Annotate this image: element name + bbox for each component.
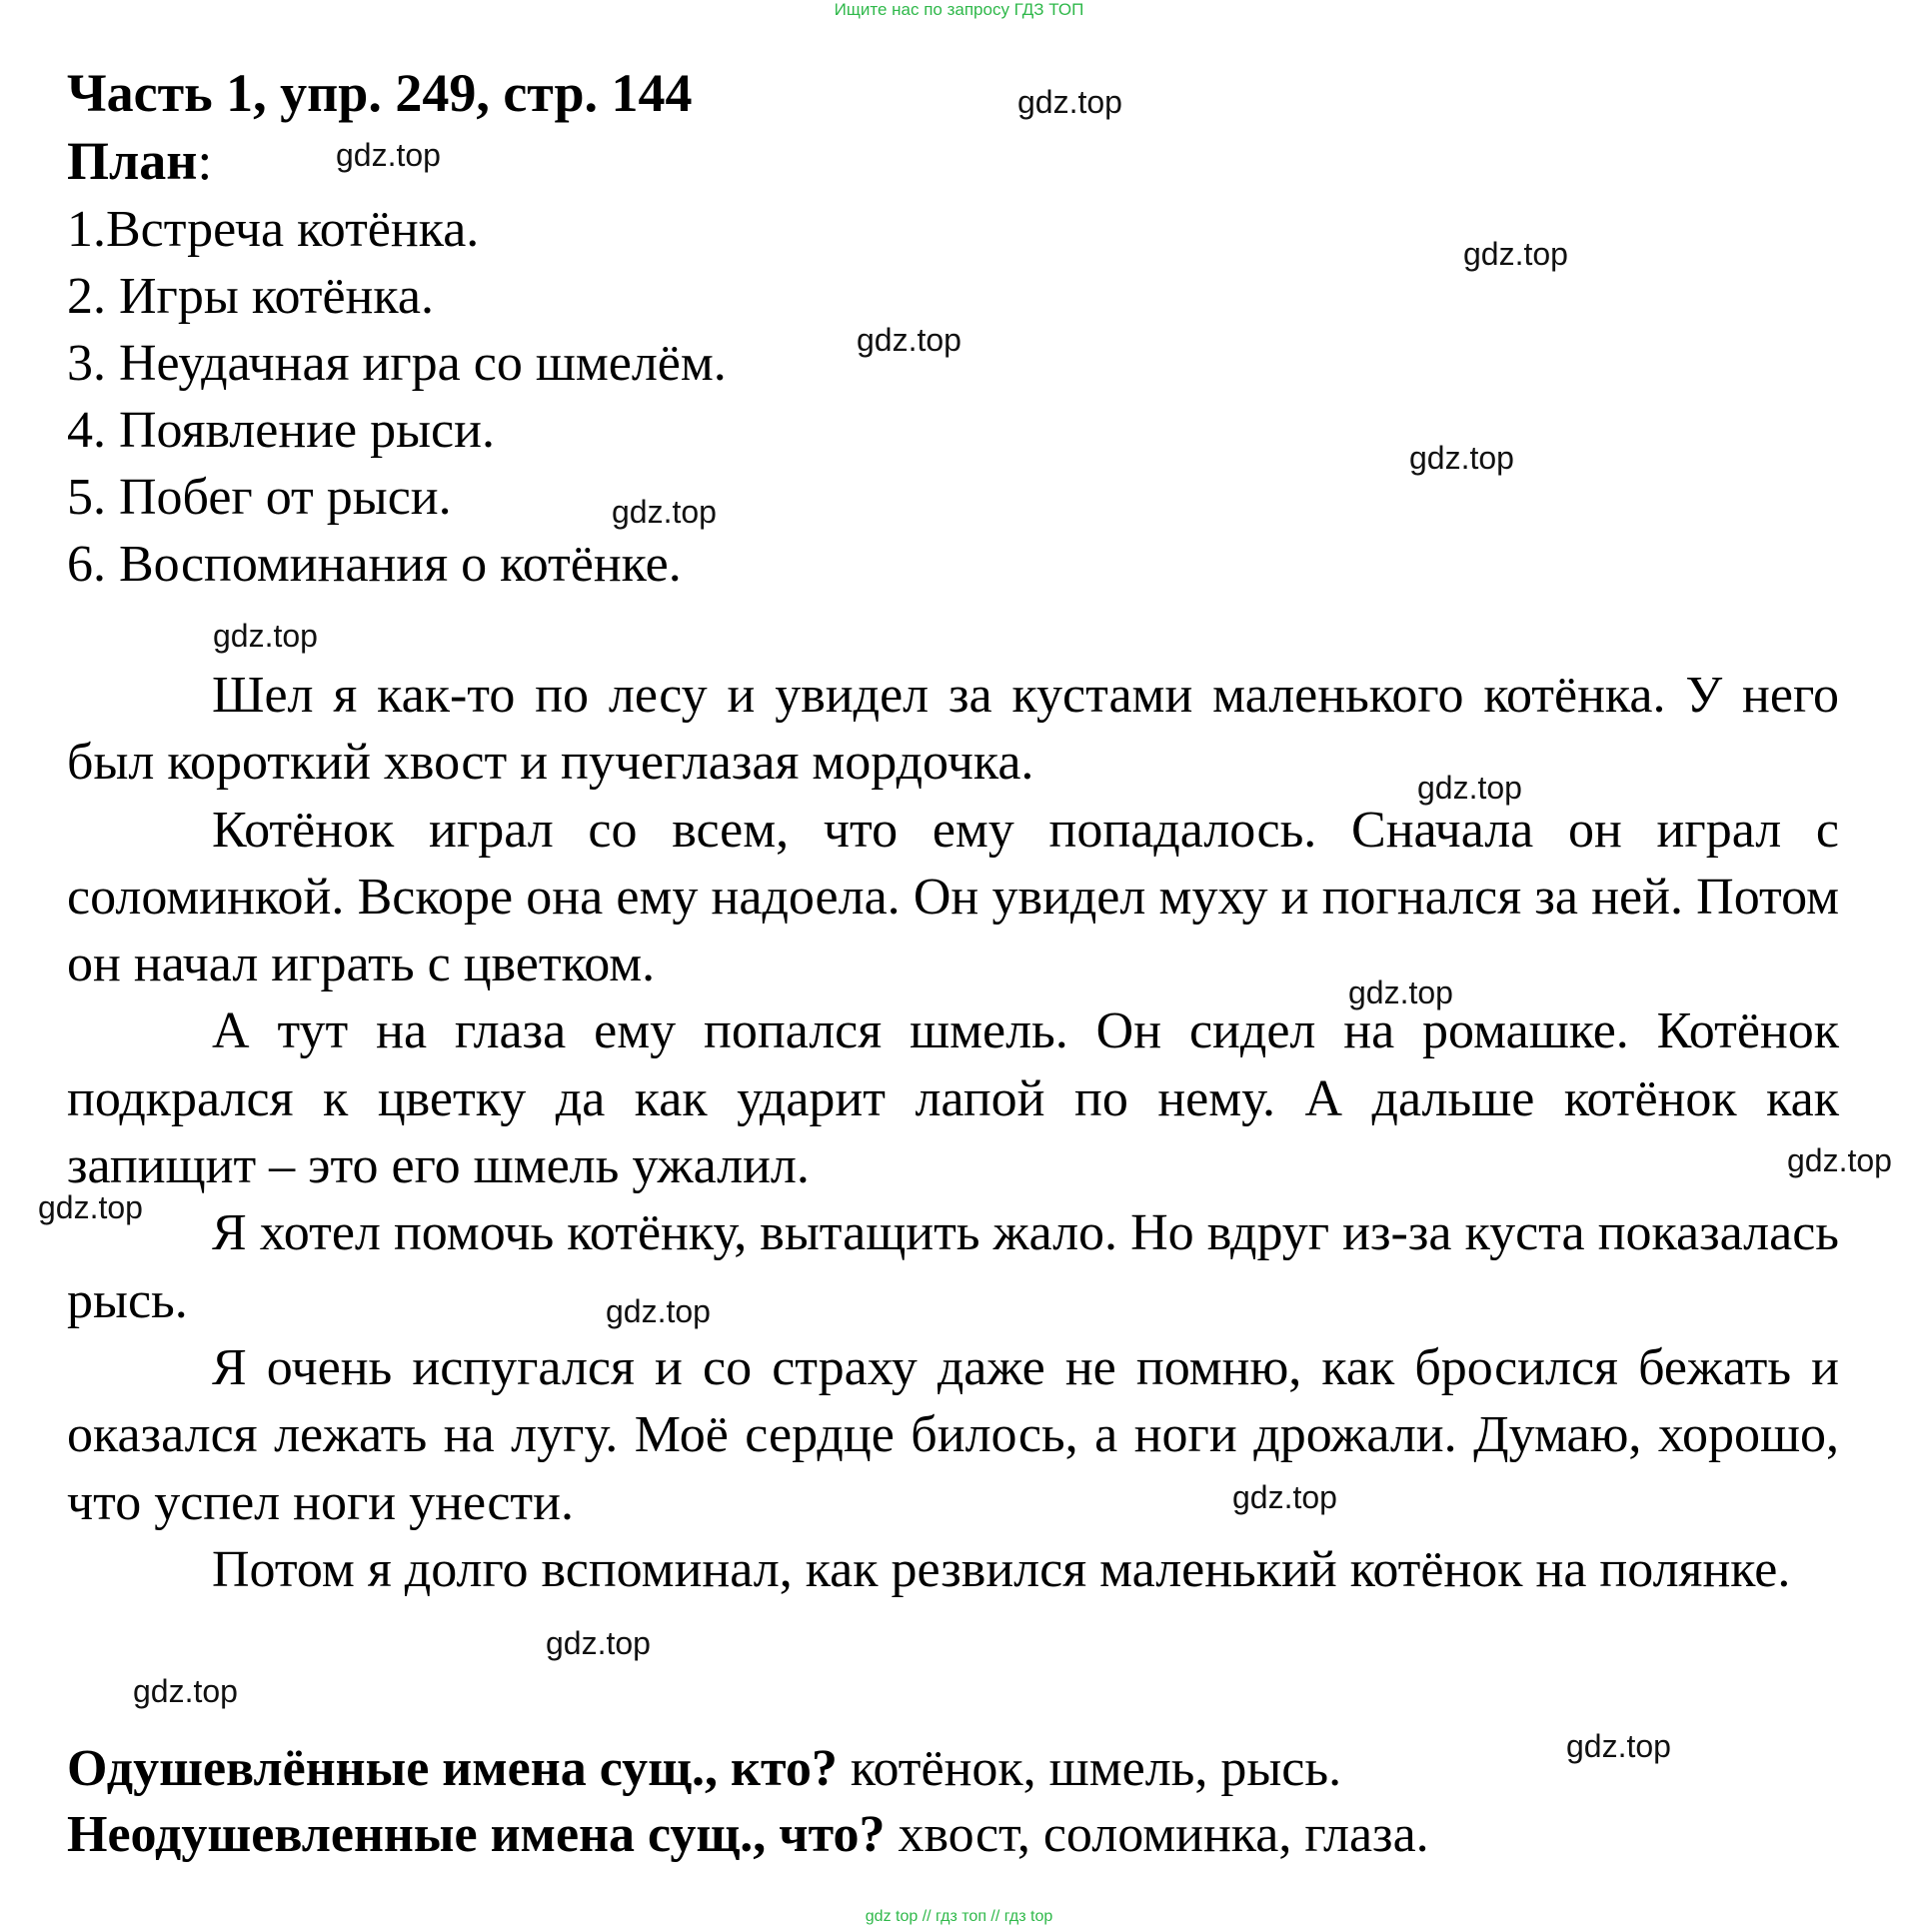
watermark: gdz.top [1409, 440, 1514, 476]
header-note: Ищите нас по запросу ГДЗ ТОП [834, 0, 1084, 19]
watermark: gdz.top [546, 1625, 651, 1661]
watermark: gdz.top [1417, 770, 1522, 806]
plan-item: 1.Встреча котёнка. [67, 201, 480, 258]
inanimate-nouns-label: Неодушевленные имена сущ., что? [67, 1806, 886, 1863]
watermark: gdz.top [857, 322, 961, 358]
watermark: gdz.top [1566, 1728, 1671, 1764]
plan-heading [67, 130, 212, 192]
watermark: gdz.top [1232, 1479, 1337, 1515]
watermark: gdz.top [213, 618, 318, 654]
story-paragraph: Котёнок играл со всем, что ему попадалось. Сначала он играл с соломинкой. Вскоре она ему надоела. Он увидел муху и погнался за ней. Потом он начал играть с цветком. [67, 801, 1839, 993]
inanimate-nouns-value: хвост, соломинка, глаза. [885, 1806, 1429, 1863]
story-text [67, 662, 1839, 1603]
watermark: gdz.top [1348, 974, 1453, 1010]
story-paragraph: Я хотел помочь котёнку, вытащить жало. Но вдруг из-за куста показалась рысь. [67, 1204, 1839, 1329]
answers [67, 1736, 1429, 1868]
watermark: gdz.top [1463, 236, 1568, 272]
watermark: gdz.top [38, 1189, 143, 1225]
watermark: gdz.top [1787, 1142, 1892, 1178]
footer-note: gdz top // гдз топ // гдз top [865, 1908, 1053, 1925]
inanimate-nouns-line [67, 1802, 1429, 1868]
page-title: Часть 1, упр. 249, стр. 144 [67, 63, 693, 123]
story-paragraph: Я очень испугался и со страху даже не помню, как бросился бежать и оказался лежать на лугу. Моё сердце билось, а ноги дрожали. Думаю, хорошо, что успел ноги унести. [67, 1338, 1839, 1531]
watermark: gdz.top [1017, 84, 1122, 120]
watermark: gdz.top [336, 137, 441, 173]
watermark: gdz.top [133, 1673, 238, 1709]
story-paragraph: Потом я долго вспоминал, как резвился маленький котёнок на полянке. [212, 1540, 1791, 1598]
animate-nouns-label: Одушевлённые имена сущ., кто? [67, 1740, 838, 1797]
plan-colon: : [197, 131, 213, 191]
plan-item: 2. Игры котёнка. [67, 268, 434, 325]
plan-item: 3. Неудачная игра со шмелём. [67, 335, 727, 392]
watermark: gdz.top [606, 1293, 711, 1329]
animate-nouns-line [67, 1736, 1429, 1802]
plan-item: 5. Побег от рыси. [67, 469, 452, 526]
animate-nouns-value: котёнок, шмель, рысь. [837, 1740, 1342, 1797]
plan-label: План [67, 131, 198, 191]
plan-item: 4. Появление рыси. [67, 402, 495, 459]
plan-item: 6. Воспоминания о котёнке. [67, 536, 682, 593]
plan-list [67, 196, 727, 598]
story-paragraph: А тут на глаза ему попался шмель. Он сидел на ромашке. Котёнок подкрался к цветку да как ударит лапой по нему. А дальше котёнок как запищит – это его шмель ужалил. [67, 1002, 1839, 1195]
watermark: gdz.top [612, 494, 717, 530]
story-paragraph: Шел я как-то по лесу и увидел за кустами маленького котёнка. У него был короткий хвост и пучеглазая мордочка. [67, 667, 1839, 792]
